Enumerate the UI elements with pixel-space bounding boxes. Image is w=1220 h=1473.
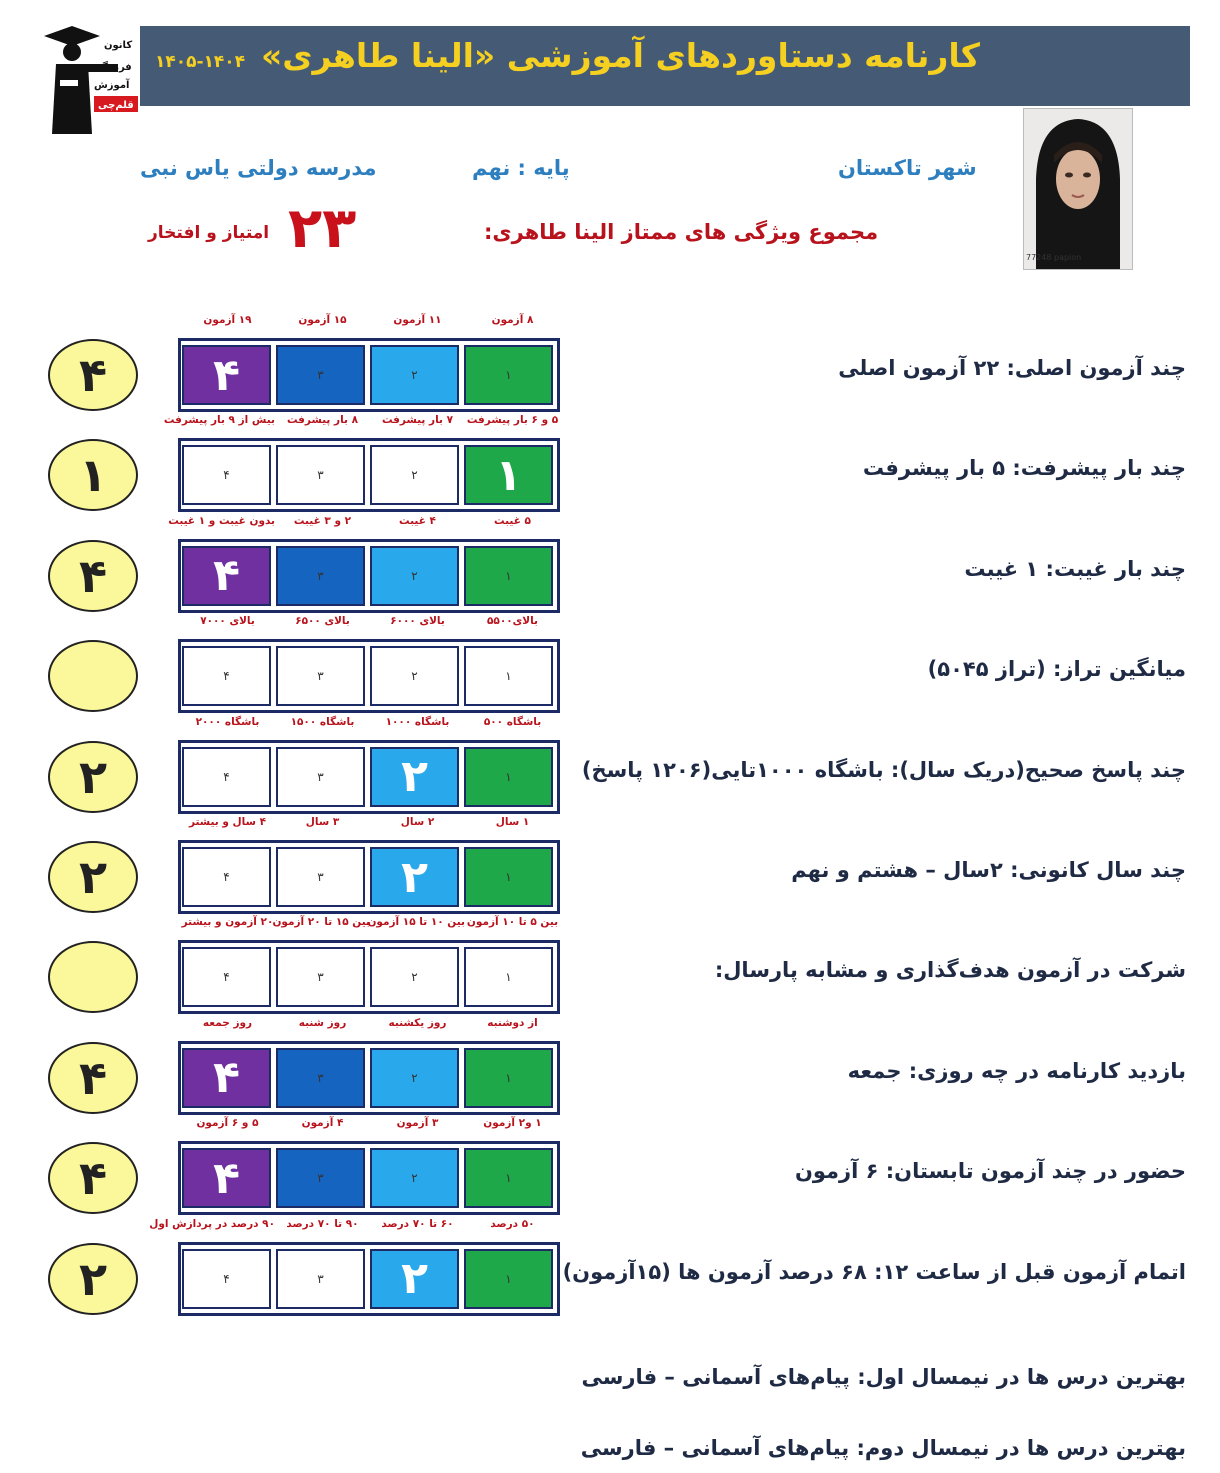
level-cell-2: ۲	[370, 1048, 459, 1108]
level-grid	[178, 539, 560, 613]
row-captions	[180, 1117, 560, 1133]
level-cell-4: ۴	[182, 546, 271, 606]
level-caption: ۳ سال	[305, 816, 340, 828]
best-subjects-semester-2: بهترین درس ها در نیمسال دوم: پیام‌های آسمانی – فارسی	[580, 1436, 1186, 1460]
row-question: اتمام آزمون قبل از ساعت ۱۲: ۶۸ درصد آزمون ها (۱۵آزمون)	[562, 1259, 1186, 1284]
level-cell-2: ۲	[370, 1148, 459, 1208]
level-cell-2: ۲	[370, 1249, 459, 1309]
level-cell-3: ۳	[276, 546, 365, 606]
level-caption: روز شنبه	[298, 1016, 347, 1029]
logo-text-1: کانون	[104, 40, 133, 51]
total-score: ۲۳	[288, 196, 357, 261]
level-grid	[178, 740, 560, 814]
summary-label: مجموع ویژگی های ممتاز الینا طاهری:	[484, 220, 879, 244]
level-caption: بین ۱۵ تا ۲۰ آزمون	[272, 916, 370, 929]
level-cell-1: ۱	[464, 747, 553, 807]
level-caption: ۵ و ۶ بار پیشرفت	[466, 414, 559, 427]
level-caption: بالای ۶۰۰۰	[390, 615, 445, 628]
level-caption: ۴ آزمون	[301, 1117, 344, 1130]
level-cell-1: ۱	[464, 1048, 553, 1108]
row-question: میانگین تراز: (تراز ۵۰۴۵)	[927, 657, 1186, 682]
level-cell-4: ۴	[182, 747, 271, 807]
row-captions	[180, 1017, 560, 1033]
level-grid	[178, 840, 560, 914]
level-cell-2: ۲	[370, 646, 459, 706]
achievement-row	[0, 1217, 1220, 1342]
level-caption: ۸ بار پیشرفت	[286, 414, 359, 427]
logo-text-4: قلم‌چی	[98, 100, 134, 111]
level-caption: ۱۵ آزمون	[298, 314, 347, 326]
level-caption: ۵ و ۶ آزمون	[196, 1117, 259, 1130]
level-caption: ۶۰ تا ۷۰ درصد	[381, 1217, 454, 1230]
level-cell-2: ۲	[370, 747, 459, 807]
level-caption: ۱۱ آزمون	[393, 314, 442, 326]
row-captions	[180, 314, 560, 330]
level-caption: ۱۹ آزمون	[203, 314, 252, 326]
level-caption: ۵ غیبت	[494, 514, 531, 527]
row-captions	[180, 816, 560, 832]
level-caption: ۲۰ آزمون و بیشتر	[181, 916, 274, 929]
level-grid	[178, 940, 560, 1014]
level-caption: بدون غیبت و ۱ غیبت	[168, 514, 275, 527]
level-grid	[178, 639, 560, 713]
level-cell-3: ۳	[276, 1148, 365, 1208]
level-cell-3: ۳	[276, 947, 365, 1007]
score-circle: ۴	[48, 339, 138, 411]
level-grid	[178, 1141, 560, 1215]
level-cell-4: ۴	[182, 1148, 271, 1208]
score-circle	[48, 941, 138, 1013]
score-circle: ۲	[48, 741, 138, 813]
row-captions	[180, 615, 560, 631]
level-grid	[178, 1041, 560, 1115]
score-circle: ۲	[48, 1243, 138, 1315]
level-caption: باشگاه ۵۰۰	[483, 715, 542, 728]
level-cell-2: ۲	[370, 847, 459, 907]
level-cell-3: ۳	[276, 847, 365, 907]
level-cell-3: ۳	[276, 1249, 365, 1309]
row-captions	[163, 414, 560, 430]
level-cell-1: ۱	[464, 1148, 553, 1208]
level-caption: ۹۰ درصد در پردازش اول	[149, 1217, 275, 1230]
level-caption: بیش از ۹ بار پیشرفت	[163, 414, 275, 427]
grade-label: پایه : نهم	[472, 156, 570, 180]
level-caption: ۲ و ۳ غیبت	[293, 514, 352, 527]
level-caption: باشگاه ۱۰۰۰	[385, 715, 450, 728]
level-caption: از دوشنبه	[487, 1016, 538, 1029]
level-caption: ۲ سال	[400, 816, 435, 828]
level-caption: بالای ۷۰۰۰	[200, 615, 255, 628]
level-cell-3: ۳	[276, 646, 365, 706]
score-circle: ۲	[48, 841, 138, 913]
photo-code: 77248 papion	[1026, 253, 1082, 262]
row-captions	[149, 1217, 560, 1234]
logo-text-2: فرهنگی	[92, 62, 132, 73]
city-label: شهر تاکستان	[838, 156, 977, 180]
level-caption: ۷ بار پیشرفت	[381, 414, 454, 427]
level-caption: روز یکشنبه	[388, 1016, 447, 1029]
score-circle: ۱	[48, 439, 138, 511]
level-caption: بین ۵ تا ۱۰ آزمون	[466, 916, 559, 929]
level-caption: ۸ آزمون	[491, 314, 534, 326]
school-label: مدرسه دولتی یاس نبی	[140, 156, 377, 180]
level-caption: بالای ۶۵۰۰	[295, 615, 350, 628]
level-cell-4: ۴	[182, 947, 271, 1007]
row-question: چند بار غیبت: ۱ غیبت	[964, 556, 1186, 581]
level-caption: روز جمعه	[202, 1016, 253, 1029]
level-cell-2: ۲	[370, 947, 459, 1007]
academic-year: ۱۴۰۵-۱۴۰۴	[155, 52, 246, 72]
score-circle: ۴	[48, 1142, 138, 1214]
level-cell-2: ۲	[370, 345, 459, 405]
score-circle: ۴	[48, 540, 138, 612]
level-cell-4: ۴	[182, 1048, 271, 1108]
level-cell-2: ۲	[370, 546, 459, 606]
level-cell-3: ۳	[276, 1048, 365, 1108]
row-question: چند بار پیشرفت: ۵ بار پیشرفت	[862, 456, 1186, 481]
level-cell-3: ۳	[276, 345, 365, 405]
report-title: کارنامه دستاوردهای آموزشی «الینا طاهری»	[260, 36, 980, 75]
level-caption: باشگاه ۱۵۰۰	[290, 715, 355, 728]
level-grid	[178, 338, 560, 412]
level-cell-1: ۱	[464, 646, 553, 706]
level-caption: ۹۰ تا ۷۰ درصد	[286, 1217, 359, 1230]
level-caption: ۴ غیبت	[399, 514, 436, 527]
level-cell-4: ۴	[182, 445, 271, 505]
level-cell-4: ۴	[182, 345, 271, 405]
level-caption: بالای۵۵۰۰	[487, 615, 538, 628]
level-grid	[178, 1242, 560, 1316]
level-caption: ۱ سال	[495, 816, 530, 828]
level-cell-3: ۳	[276, 445, 365, 505]
level-caption: ۳ آزمون	[396, 1117, 439, 1130]
level-cell-2: ۲	[370, 445, 459, 505]
level-cell-1: ۱	[464, 847, 553, 907]
award-label: امتیاز و افتخار	[148, 223, 270, 243]
row-question: چند سال کانونی: ۲سال – هشتم و نهم	[791, 858, 1186, 882]
level-cell-1: ۱	[464, 445, 553, 505]
row-captions	[168, 514, 560, 531]
level-caption: ۵۰ درصد	[490, 1217, 535, 1230]
level-cell-3: ۳	[276, 747, 365, 807]
level-cell-4: ۴	[182, 1249, 271, 1309]
level-caption: باشگاه ۲۰۰۰	[195, 715, 260, 728]
score-circle: ۴	[48, 1042, 138, 1114]
row-captions	[180, 716, 560, 732]
logo-text-3: آموزش	[94, 80, 130, 91]
row-captions	[180, 916, 560, 932]
best-subjects-semester-1: بهترین درس ها در نیمسال اول: پیام‌های آسمانی – فارسی	[581, 1365, 1186, 1389]
level-caption: ۴ سال و بیشتر	[188, 816, 267, 828]
level-caption: ۱ و۲ آزمون	[483, 1117, 542, 1130]
row-question: چند پاسخ صحیح(دریک سال): باشگاه ۱۰۰۰تایی(۱۲۰۶ پاسخ)	[581, 757, 1186, 782]
row-question: چند آزمون اصلی: ۲۲ آزمون اصلی	[838, 356, 1186, 380]
row-question: حضور در چند آزمون تابستان: ۶ آزمون	[794, 1159, 1186, 1184]
level-cell-4: ۴	[182, 646, 271, 706]
score-circle	[48, 640, 138, 712]
row-question: شرکت در آزمون هدف‌گذاری و مشابه پارسال:	[714, 958, 1186, 983]
level-cell-1: ۱	[464, 345, 553, 405]
kanoon-logo	[42, 22, 140, 140]
level-cell-1: ۱	[464, 947, 553, 1007]
level-cell-1: ۱	[464, 546, 553, 606]
level-grid	[178, 438, 560, 512]
student-photo	[1023, 108, 1133, 270]
level-cell-1: ۱	[464, 1249, 553, 1309]
level-caption: بین ۱۰ تا ۱۵ آزمون	[367, 916, 465, 929]
level-cell-4: ۴	[182, 847, 271, 907]
row-question: بازدید کارنامه در چه روزی: جمعه	[847, 1058, 1186, 1083]
